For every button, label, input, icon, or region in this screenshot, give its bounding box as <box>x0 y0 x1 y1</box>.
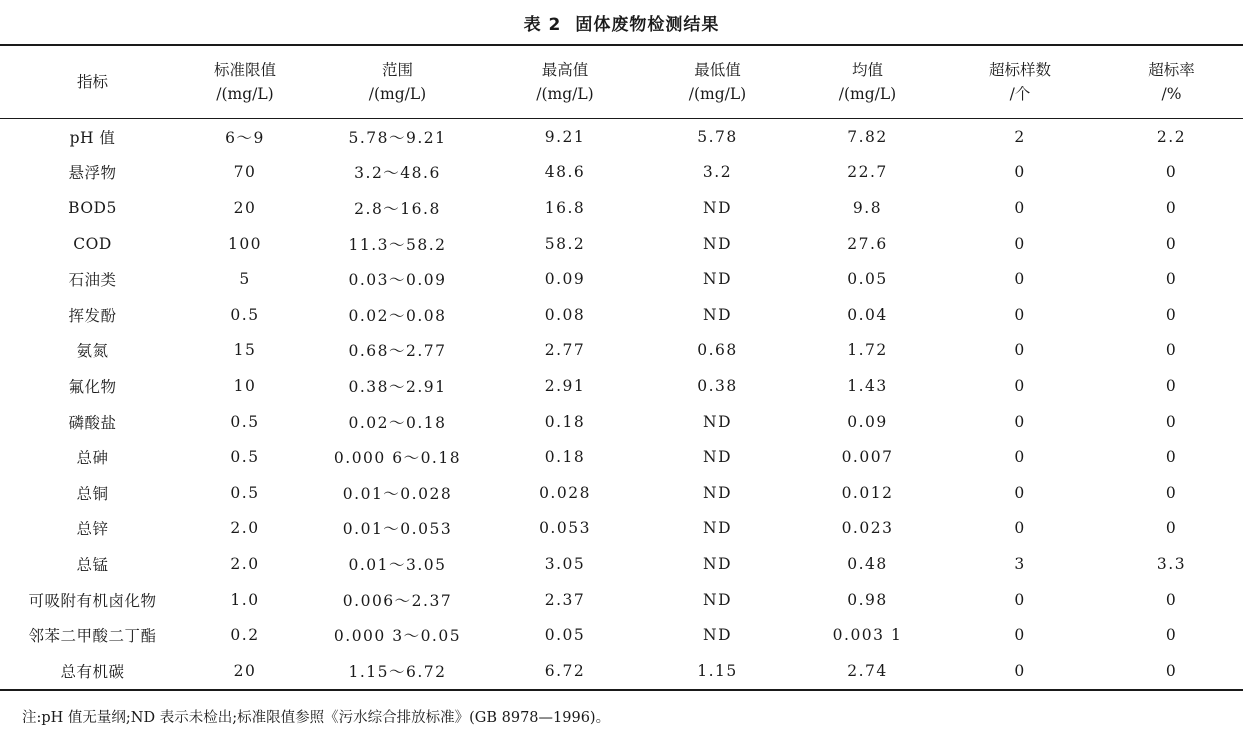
table-cell: 2.0 <box>230 554 260 573</box>
row-indicator-cell: BOD5 <box>68 198 117 217</box>
table-cell: 2.77 <box>544 341 586 360</box>
table-caption <box>0 10 1243 35</box>
column-header-label: 标准限值 <box>213 61 276 79</box>
table-cell: ND <box>703 198 732 217</box>
table-cell: 22.7 <box>847 163 888 182</box>
table-cell: 3.2～48.6 <box>354 164 441 183</box>
column-header-unit: /(mg/L) <box>536 85 594 103</box>
table-cell: 0 <box>1165 305 1178 324</box>
table-cell: 27.6 <box>847 234 888 253</box>
table-cell: 0 <box>1014 234 1026 253</box>
table-cell: 0.38 <box>697 376 738 395</box>
table-cell: ND <box>703 626 732 645</box>
table-cell: 0 <box>1165 163 1178 182</box>
table-cell: 2 <box>1014 127 1026 146</box>
table-cell: 58.2 <box>544 234 586 253</box>
table-cell: 0.053 <box>539 519 591 538</box>
column-header <box>490 45 640 119</box>
table-row <box>0 404 1243 440</box>
table-cell: ND <box>703 448 732 467</box>
table-cell: 0 <box>1014 626 1026 645</box>
column-header-unit: /(mg/L) <box>216 85 274 103</box>
table-cell: 20 <box>233 661 257 680</box>
table-cell: 0.04 <box>847 305 888 324</box>
table-header <box>0 45 1243 119</box>
row-indicator-cell: COD <box>73 234 112 253</box>
results-table <box>0 44 1243 691</box>
header-row <box>0 45 1243 119</box>
table-cell: 0 <box>1165 341 1178 360</box>
table-cell: 3.05 <box>544 554 586 573</box>
column-header-unit: /个 <box>1009 85 1031 103</box>
row-indicator-cell: 邻苯二甲酸二丁酯 <box>28 627 157 646</box>
table-cell: 3 <box>1014 554 1026 573</box>
table-cell: 5.78 <box>697 127 738 146</box>
table-cell: 0 <box>1165 198 1178 217</box>
column-header-label: 最低值 <box>694 61 741 79</box>
table-cell: 2.37 <box>544 590 586 609</box>
row-indicator-cell: 总锌 <box>76 520 109 539</box>
table-cell: 0 <box>1014 483 1026 502</box>
table-cell: 0.5 <box>230 483 260 502</box>
table-cell: 0 <box>1014 305 1026 324</box>
table-cell: 3.2 <box>702 163 733 182</box>
table-cell: 0.5 <box>230 305 260 324</box>
table-cell: 2.2 <box>1156 127 1187 146</box>
table-cell: 0 <box>1014 270 1026 289</box>
table-row <box>0 119 1243 155</box>
table-row <box>0 297 1243 333</box>
table-cell: 0.028 <box>539 483 591 502</box>
table-row <box>0 475 1243 511</box>
table-cell: 0 <box>1165 234 1178 253</box>
table-cell: 0.01～0.028 <box>342 484 453 503</box>
column-header-unit: /(mg/L) <box>838 85 897 103</box>
table-cell: 0.003 1 <box>832 626 903 645</box>
table-cell: 0 <box>1165 412 1178 431</box>
table-cell: 0 <box>1014 376 1026 395</box>
table-cell: 16.8 <box>544 198 586 217</box>
table-cell: 0.007 <box>841 448 894 467</box>
table-row <box>0 261 1243 297</box>
table-cell: 0.5 <box>230 448 260 467</box>
table-cell: 1.15～6.72 <box>348 662 447 681</box>
column-header-label: 范围 <box>381 61 413 79</box>
table-cell: 0 <box>1165 448 1178 467</box>
table-cell: ND <box>703 483 732 502</box>
table-cell: 0.023 <box>841 519 894 538</box>
table-cell: 1.43 <box>847 376 888 395</box>
column-header <box>185 45 305 119</box>
table-cell: 0.18 <box>544 412 586 431</box>
table-cell: 20 <box>233 198 257 217</box>
column-header-label: 最高值 <box>541 61 589 79</box>
row-indicator-cell: 磷酸盐 <box>68 413 117 432</box>
column-header <box>305 45 490 119</box>
table-cell: 0 <box>1165 590 1178 609</box>
column-header <box>640 45 795 119</box>
table-cell: ND <box>703 519 732 538</box>
column-header-label: 指标 <box>76 73 108 91</box>
table-cell: 15 <box>233 341 257 360</box>
table-title: 固体废物检测结果 <box>575 15 720 35</box>
table-row <box>0 653 1243 690</box>
table-row <box>0 226 1243 262</box>
table-cell: 2.0 <box>230 519 260 538</box>
column-header-unit: /(mg/L) <box>688 85 747 103</box>
row-indicator-cell: 石油类 <box>68 271 117 290</box>
table-cell: 0.012 <box>841 483 894 502</box>
table-cell: 0 <box>1014 163 1026 182</box>
row-indicator-cell: 氨氮 <box>76 342 109 361</box>
column-header-unit: /% <box>1161 85 1182 103</box>
column-header-label: 均值 <box>851 61 883 79</box>
table-cell: 11.3～58.2 <box>348 235 447 254</box>
table-cell: 0.18 <box>544 448 586 467</box>
table-cell: 10 <box>233 376 257 395</box>
table-cell: 5 <box>239 270 251 289</box>
table-cell: 48.6 <box>544 163 586 182</box>
table-cell: 0.2 <box>230 626 260 645</box>
table-cell: 2.91 <box>544 376 586 395</box>
table-cell: 0.000 6～0.18 <box>333 449 462 468</box>
table-cell: ND <box>703 234 732 253</box>
table-row <box>0 617 1243 653</box>
table-cell: 0 <box>1165 661 1178 680</box>
table-row <box>0 582 1243 618</box>
table-cell: 3.3 <box>1156 554 1187 573</box>
table-cell: ND <box>703 554 732 573</box>
table-cell: 0 <box>1014 198 1026 217</box>
table-cell: 0 <box>1014 661 1026 680</box>
table-cell: 1.72 <box>847 341 888 360</box>
table-cell: 0.38～2.91 <box>348 377 447 396</box>
table-cell: 0 <box>1014 519 1026 538</box>
table-cell: 6～9 <box>225 128 265 147</box>
table-cell: 5.78～9.21 <box>348 128 447 147</box>
table-cell: 0.02～0.18 <box>348 413 447 432</box>
table-cell: 0 <box>1165 519 1178 538</box>
table-cell: 0.05 <box>544 626 586 645</box>
table-cell: 1.0 <box>230 590 260 609</box>
table-row <box>0 190 1243 226</box>
table-cell: 0.03～0.09 <box>348 271 447 290</box>
row-indicator-cell: 总铜 <box>76 484 109 503</box>
row-indicator-cell: 总锰 <box>76 555 109 574</box>
column-header-label: 超标样数 <box>988 61 1051 79</box>
table-cell: 0.01～0.053 <box>342 520 453 539</box>
table-cell: 0.05 <box>847 270 888 289</box>
table-row <box>0 333 1243 369</box>
table-cell: 2.74 <box>847 661 888 680</box>
column-header <box>940 45 1100 119</box>
table-cell: ND <box>703 305 732 324</box>
row-indicator-cell: pH 值 <box>69 128 116 147</box>
table-cell: 0 <box>1014 590 1026 609</box>
table-cell: 2.8～16.8 <box>354 199 441 218</box>
table-cell: 0 <box>1165 626 1178 645</box>
table-cell: ND <box>703 412 732 431</box>
table-row <box>0 368 1243 404</box>
table-cell: 0 <box>1165 270 1178 289</box>
table-cell: 0.02～0.08 <box>348 306 447 325</box>
row-indicator-cell: 悬浮物 <box>68 164 117 183</box>
table-body <box>0 119 1243 690</box>
table-cell: 0.68～2.77 <box>348 342 447 361</box>
table-row <box>0 546 1243 582</box>
table-number: 表 2 <box>523 15 562 35</box>
row-indicator-cell: 挥发酚 <box>68 306 117 325</box>
table-cell: 0 <box>1014 341 1026 360</box>
table-cell: 0.09 <box>544 270 586 289</box>
table-row <box>0 155 1243 191</box>
table-cell: 100 <box>227 234 263 253</box>
column-header <box>0 45 185 119</box>
table-cell: 0.000 3～0.05 <box>333 627 462 646</box>
column-header-unit: /(mg/L) <box>368 85 427 103</box>
table-row <box>0 511 1243 547</box>
table-cell: 0.48 <box>847 554 888 573</box>
column-header-label: 超标率 <box>1148 61 1195 79</box>
table-cell: ND <box>703 270 732 289</box>
table-row <box>0 439 1243 475</box>
table-cell: 7.82 <box>847 127 888 146</box>
column-header <box>1100 45 1243 119</box>
row-indicator-cell: 总有机碳 <box>60 662 125 681</box>
table-cell: 9.21 <box>544 127 586 146</box>
table-cell: ND <box>703 590 732 609</box>
table-cell: 0 <box>1014 412 1026 431</box>
row-indicator-cell: 可吸附有机卤化物 <box>28 591 157 610</box>
table-cell: 9.8 <box>852 198 883 217</box>
column-header <box>795 45 940 119</box>
table-cell: 0.5 <box>230 412 260 431</box>
row-indicator-cell: 氟化物 <box>68 377 117 396</box>
table-cell: 1.15 <box>697 661 738 680</box>
table-cell: 0.09 <box>847 412 888 431</box>
table-cell: 0.98 <box>847 590 888 609</box>
table-cell: 70 <box>233 163 257 182</box>
table-cell: 6.72 <box>544 661 586 680</box>
table-cell: 0.01～3.05 <box>348 555 447 574</box>
table-cell: 0 <box>1165 376 1178 395</box>
table-cell: 0 <box>1165 483 1178 502</box>
table-cell: 0 <box>1014 448 1026 467</box>
table-cell: 0.68 <box>697 341 738 360</box>
table-cell: 0.006～2.37 <box>342 591 453 610</box>
table-cell: 0.08 <box>544 305 586 324</box>
table-note: 注:pH 值无量纲;ND 表示未检出;标准限值参照《污水综合排放标准》(GB 8978—1996)。 <box>22 710 611 726</box>
row-indicator-cell: 总砷 <box>76 449 109 468</box>
